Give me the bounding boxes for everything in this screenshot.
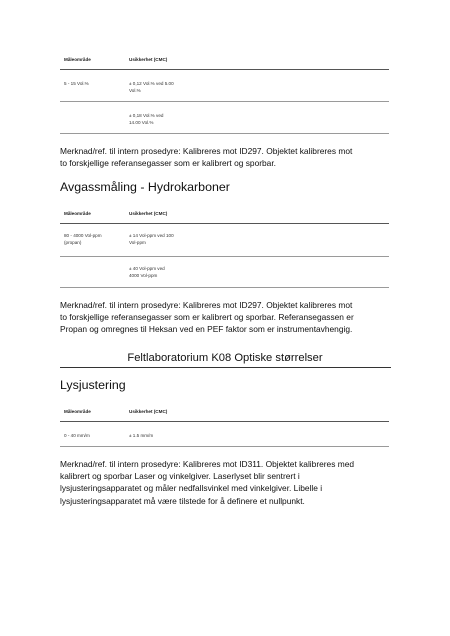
table-header-rule: [60, 223, 389, 224]
table-row-rule: [60, 133, 389, 134]
table-header-rule: [60, 421, 389, 422]
table-row-rule: [60, 287, 389, 288]
column-header-range: Måleområde: [64, 409, 91, 414]
note-paragraph: Merknad/ref. til intern prosedyre: Kalibreres mot ID297. Objektet kalibreres mot to forskjellige referansegasser som er kalibrert og sporbar. Referansegassen er Propan og omregnes til Heksan ved en PEF faktor som er instrumentavhengig.: [60, 300, 354, 335]
note-paragraph: Merknad/ref. til intern prosedyre: Kalibreres mot ID311. Objektet kalibreres med kalibrert og sporbar Laser og vinkelgiver. Laserlyset blir sentrert i lysjusteringsapparatet og måler nedfallsvinkel med vinkelgiver. Libelle i lysjusteringsapparatet må være tilstede for å definere et nullpunkt.: [60, 459, 355, 506]
table-cell-uncertainty: ± 1.5 mm/m: [129, 433, 154, 438]
column-header-range: Måleområde: [64, 57, 91, 62]
table-cell-range: 80 - 4000 Vol-ppm (propan): [64, 233, 102, 245]
note-paragraph: Merknad/ref. til intern prosedyre: Kalibreres mot ID297. Objektet kalibreres mot to forskjellige referansegasser som er kalibrert og sporbar.: [60, 146, 353, 169]
table-row-rule: [60, 101, 389, 102]
column-header-uncertainty: Usikkerhet (CMC): [129, 57, 168, 62]
section-heading: Lysjustering: [60, 378, 126, 392]
table-cell-uncertainty: ± 0,18 Vol.% ved 14.00 Vol.%: [129, 113, 164, 125]
table-cell-uncertainty: ± 14 Vol-ppm ved 100 Vol-ppm: [129, 233, 174, 245]
column-header-uncertainty: Usikkerhet (CMC): [129, 211, 168, 216]
table-cell-range: 5 - 15 Vol.%: [64, 81, 89, 86]
table-header-rule: [60, 69, 389, 70]
table-cell-uncertainty: ± 0,12 Vol.% ved 5.00 Vol.%: [129, 81, 174, 93]
column-header-range: Måleområde: [64, 211, 91, 216]
lab-section-title: Feltlaboratorium K08 Optiske størrelser: [127, 352, 323, 364]
table-row-rule: [60, 446, 389, 447]
table-cell-range: 0 - 40 mm/m: [64, 433, 90, 438]
lab-title-rule: [60, 367, 391, 368]
column-header-uncertainty: Usikkerhet (CMC): [129, 409, 168, 414]
table-cell-uncertainty: ± 40 Vol-ppm ved 4000 Vol-ppm: [129, 266, 165, 278]
section-heading: Avgassmåling - Hydrokarboner: [60, 180, 230, 194]
table-row-rule: [60, 256, 389, 257]
